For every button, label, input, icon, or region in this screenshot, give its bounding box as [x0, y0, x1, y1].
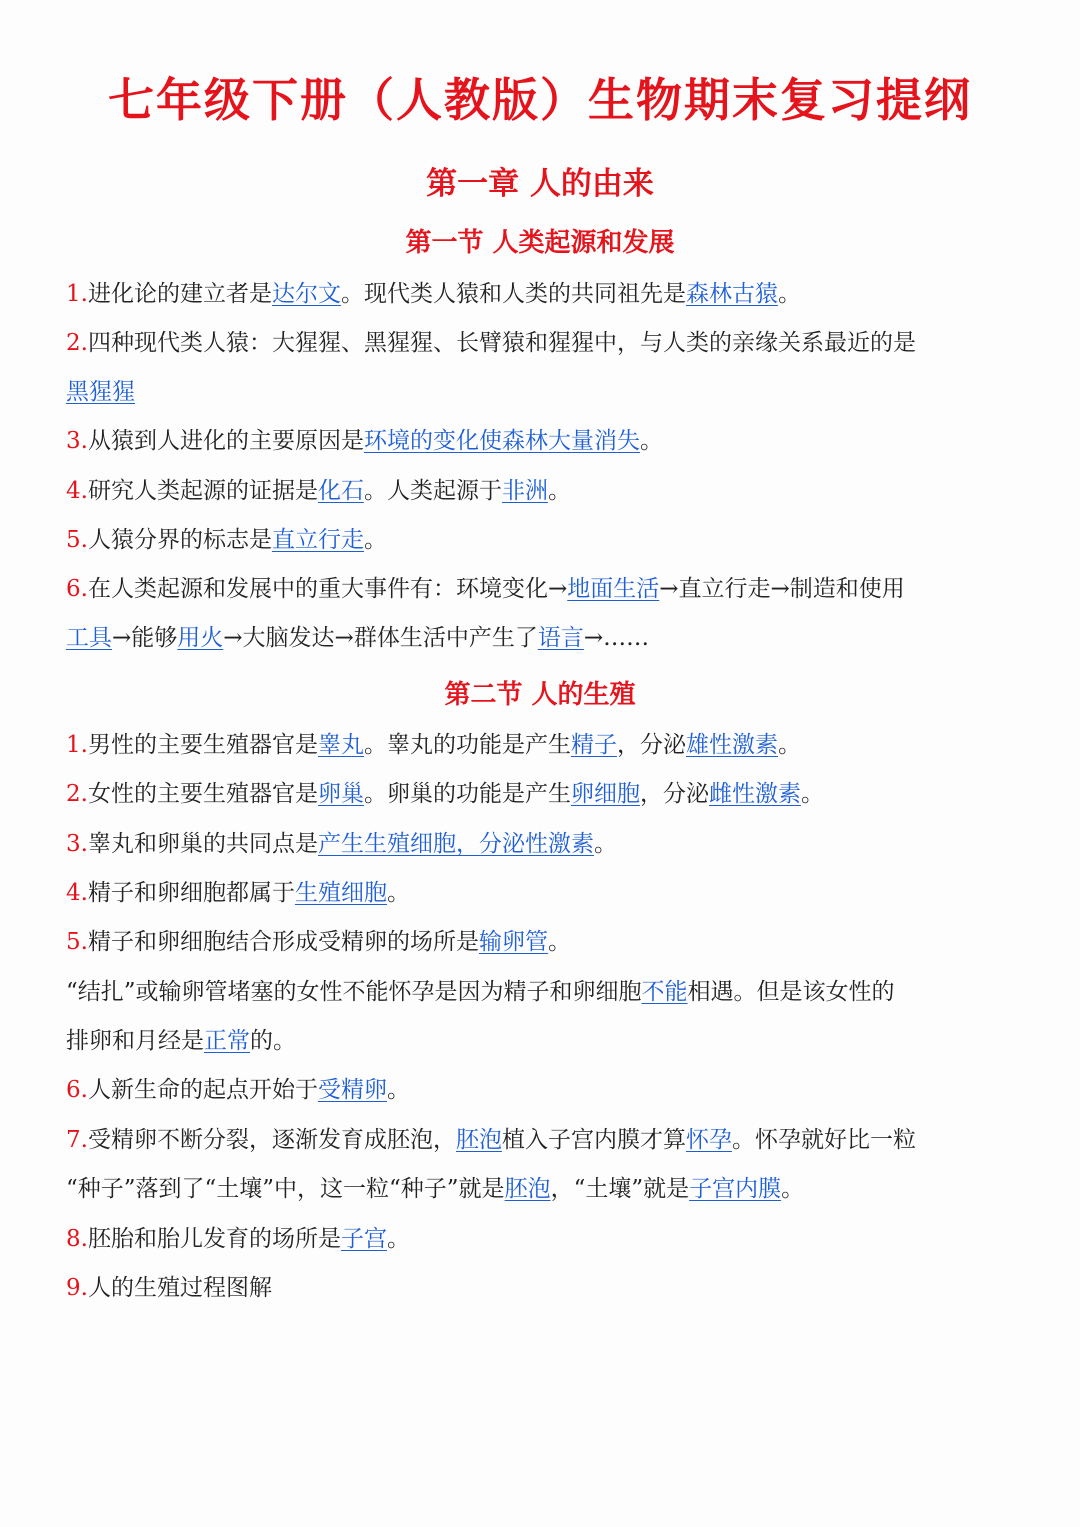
s2-item-2: 2.女性的主要生殖器官是卵巢。卵巢的功能是产生卵细胞，分泌雌性激素。 [66, 781, 824, 807]
answer: 黑猩猩 [66, 379, 135, 405]
s2-item-6: 6.人新生命的起点开始于受精卵。 [66, 1077, 410, 1103]
s2-item-1: 1.男性的主要生殖器官是睾丸。睾丸的功能是产生精子，分泌雄性激素。 [66, 732, 801, 758]
s1-item-2: 2.四种现代类人猿：大猩猩、黑猩猩、长臂猿和猩猩中，与人类的亲缘关系最近的是 [66, 330, 916, 356]
answer: 雄性激素 [685, 732, 778, 758]
s1-item-6-cont: 工具→能够用火→大脑发达→群体生活中产生了语言→…… [66, 625, 650, 651]
answer: 用火 [177, 625, 224, 651]
answer: 化石 [317, 478, 364, 504]
answer: 工具 [66, 625, 112, 651]
answer: 胚泡 [504, 1176, 551, 1202]
s2-item-7-cont: “种子”落到了“土壤”中，这一粒“种子”就是胚泡，“土壤”就是子宫内膜。 [66, 1176, 805, 1202]
s2-item-4: 4.精子和卵细胞都属于生殖细胞。 [66, 880, 410, 906]
answer: 生殖细胞 [294, 880, 387, 906]
s1-item-3: 3.从猿到人进化的主要原因是环境的变化使森林大量消失。 [66, 428, 663, 454]
answer: 不能 [641, 979, 688, 1005]
answer: 语言 [537, 625, 584, 651]
s2-item-5: 5.精子和卵细胞结合形成受精卵的场所是输卵管。 [66, 929, 571, 955]
answer: 达尔文 [271, 281, 341, 307]
s2-item-7: 7.受精卵不断分裂，逐渐发育成胚泡，胚泡植入子宫内膜才算怀孕。怀孕就好比一粒 [66, 1127, 916, 1153]
answer: 直立行走 [271, 527, 364, 553]
answer: 输卵管 [478, 929, 548, 955]
s2-item-9: 9.人的生殖过程图解 [66, 1275, 272, 1301]
answer: 非洲 [501, 478, 548, 504]
s1-item-5: 5.人猿分界的标志是直立行走。 [66, 527, 387, 553]
answer: 正常 [204, 1028, 250, 1054]
answer: 受精卵 [317, 1077, 387, 1103]
answer: 睾丸 [317, 732, 364, 758]
s1-item-6: 6.在人类起源和发展中的重大事件有：环境变化→地面生活→直立行走→制造和使用 [66, 576, 905, 602]
s2-item-8: 8.胚胎和胎儿发育的场所是子宫。 [66, 1226, 410, 1252]
answer: 森林古猿 [685, 281, 778, 307]
answer: 地面生活 [567, 576, 660, 602]
s1-item-2-cont [66, 376, 1016, 408]
answer: 环境的变化使森林大量消失 [363, 428, 640, 454]
answer: 子宫 [340, 1226, 387, 1252]
answer: 产生生殖细胞，分泌性激素 [317, 831, 594, 857]
answer: 胚泡 [455, 1127, 502, 1153]
answer: 精子 [570, 732, 617, 758]
s2-item-3: 3.睾丸和卵巢的共同点是产生生殖细胞，分泌性激素。 [66, 831, 617, 857]
answer: 卵巢 [317, 781, 364, 807]
answer: 卵细胞 [570, 781, 640, 807]
s2-note: “结扎”或输卵管堵塞的女性不能怀孕是因为精子和卵细胞不能相遇。但是该女性的 [66, 979, 895, 1005]
answer: 雌性激素 [708, 781, 801, 807]
section-heading-2: 第二节 人的生殖 [444, 680, 636, 710]
document-title: 七年级下册（人教版）生物期末复习提纲 [108, 73, 972, 127]
answer: 子宫内膜 [689, 1176, 782, 1202]
s2-note-cont: 排卵和月经是正常的。 [66, 1028, 296, 1054]
section-heading-1: 第一节 人类起源和发展 [405, 228, 675, 258]
s1-item-4: 4.研究人类起源的证据是化石。人类起源于非洲。 [66, 478, 571, 504]
chapter-heading: 第一章 人的由来 [426, 166, 654, 202]
s1-item-1: 1.进化论的建立者是达尔文。现代类人猿和人类的共同祖先是森林古猿。 [66, 281, 801, 307]
answer: 怀孕 [685, 1127, 732, 1153]
